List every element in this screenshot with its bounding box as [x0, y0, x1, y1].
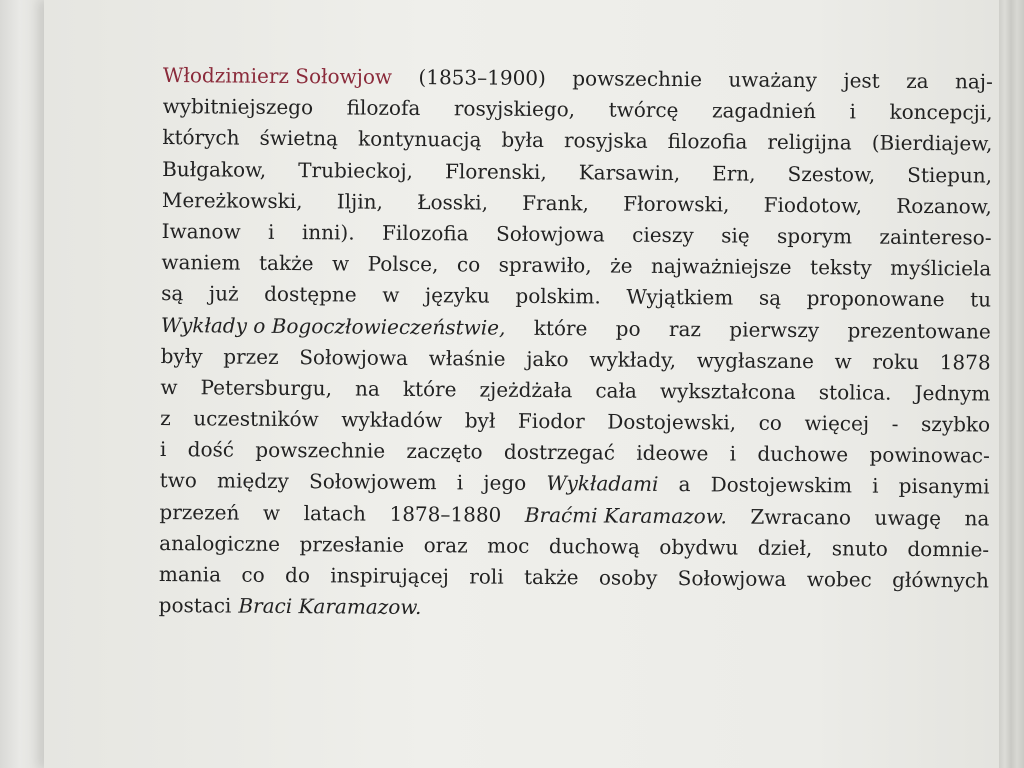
word: Iljin, — [336, 189, 384, 214]
word: także — [523, 564, 579, 590]
word: sporym — [776, 223, 853, 249]
word: - — [891, 411, 899, 436]
word: z — [160, 406, 171, 431]
word: i — [159, 437, 167, 462]
word: (1853–1900) — [418, 65, 546, 91]
word: osoby — [598, 565, 658, 590]
word: Dostojewski, — [607, 409, 737, 435]
word: i — [456, 470, 464, 495]
word: Polsce, — [367, 251, 439, 277]
word: duchową — [548, 533, 640, 559]
word: do — [284, 562, 311, 588]
word: Frank, — [522, 190, 590, 216]
word: stolica. — [818, 380, 892, 405]
page-stack-edge — [999, 0, 1024, 768]
word: właśnie — [428, 345, 506, 371]
word: i — [267, 219, 275, 244]
word: na — [354, 376, 380, 401]
word: Ern, — [712, 160, 756, 186]
word: Zwracano — [750, 504, 852, 530]
word: snuto — [831, 536, 888, 561]
word: Rozanow, — [896, 193, 992, 219]
word: głównych — [892, 567, 989, 593]
word: szybko — [920, 412, 991, 437]
word: obydwu — [659, 534, 739, 560]
word: Trubieckoj, — [298, 157, 414, 183]
word: była — [501, 128, 545, 153]
word: tu — [970, 287, 992, 312]
word: co — [758, 410, 782, 435]
word: rosyjska — [563, 128, 648, 154]
word: filozofa — [346, 95, 421, 121]
word: Filozofia — [381, 220, 469, 246]
word: na — [964, 505, 990, 531]
word: polskim. — [515, 284, 601, 309]
word: uwagę — [874, 505, 942, 530]
word: waniem — [161, 250, 241, 275]
word: zaczęto — [406, 439, 483, 464]
word: duchowe — [757, 441, 849, 467]
book-title: Wykładami — [546, 471, 659, 497]
word: teksty — [810, 255, 872, 280]
text-line — [159, 590, 989, 628]
word: Sołowjowa — [677, 566, 787, 591]
word: jako — [526, 346, 569, 371]
word: Iwanow — [161, 218, 241, 244]
word: których — [162, 125, 240, 150]
word: Bułgakow, — [162, 156, 267, 182]
word: roku — [872, 349, 920, 374]
word: pisanymi — [898, 474, 990, 499]
word: religijna — [767, 130, 852, 155]
word: co — [241, 562, 265, 587]
word: wygłaszane — [696, 347, 814, 373]
word: myśliciela — [890, 255, 992, 281]
word: ideowe — [636, 440, 709, 466]
word: także — [258, 250, 314, 276]
word: przesłanie — [299, 531, 405, 557]
word: Petersburgu, — [200, 375, 333, 401]
word: za — [906, 68, 929, 94]
word: prezentowane — [847, 317, 991, 344]
word: latach — [303, 500, 367, 526]
word: 1878 — [939, 349, 991, 375]
word: 1878–1880 — [389, 501, 502, 527]
word: inspirującej — [330, 563, 449, 589]
book-title: Braci Karamazow. — [238, 593, 422, 620]
word: po — [615, 316, 641, 341]
book-title: Wykłady o Bogoczłowieczeństwie, — [160, 312, 506, 340]
word: Sołowjowa — [495, 221, 605, 247]
word: języku — [424, 283, 490, 308]
word: jego — [483, 470, 527, 496]
word: już — [208, 281, 239, 306]
word: wykładów — [341, 407, 443, 433]
word: cała — [595, 378, 638, 403]
word: był — [464, 408, 496, 433]
word: naj- — [954, 69, 993, 94]
word: wobec — [806, 567, 872, 592]
word: które — [402, 376, 457, 402]
word: mania — [158, 561, 222, 587]
word: i — [872, 474, 879, 499]
text-line — [160, 465, 990, 503]
word: Karsawin, — [578, 159, 681, 185]
word: roli — [469, 564, 504, 589]
word: w — [834, 348, 852, 374]
word: filozofia — [667, 129, 748, 154]
word: Florenski, — [444, 158, 547, 184]
word: w — [262, 500, 281, 525]
word: w — [160, 374, 178, 399]
word: powinowac- — [869, 442, 990, 468]
word: uważany — [728, 67, 818, 93]
word: rosyjskiego, — [453, 96, 576, 122]
book-page — [44, 0, 999, 768]
word: a — [678, 472, 691, 497]
word: sprawiło, — [498, 252, 592, 278]
word: Fłorowski, — [623, 191, 730, 217]
word: że — [610, 253, 633, 278]
word: pierwszy — [729, 316, 820, 342]
word: dostrzegać — [503, 439, 616, 465]
word: wykształcona — [659, 378, 796, 404]
word: moc — [487, 533, 530, 558]
word: więcej — [804, 411, 870, 436]
word: oraz — [423, 532, 468, 558]
word: Mereżkowski, — [161, 187, 303, 213]
word: dzieł, — [757, 535, 813, 560]
word: (Bierdiajew, — [871, 130, 993, 156]
word: zagadnień — [711, 98, 817, 124]
word: proponowane — [806, 286, 945, 312]
word: raz — [668, 316, 702, 341]
word: powszechnie — [255, 437, 386, 464]
word: powszechnie — [572, 66, 703, 92]
body-text — [159, 60, 993, 628]
word: świetną — [259, 126, 339, 151]
word: Szestow, — [787, 161, 876, 187]
word: analogiczne — [159, 530, 281, 556]
word: kontynuacją — [357, 126, 482, 152]
word: w — [331, 251, 350, 276]
word: i — [849, 99, 857, 124]
word: koncepcji, — [889, 99, 993, 125]
word: przez — [223, 344, 279, 369]
word: two — [159, 468, 197, 493]
word: zaintereso- — [879, 224, 992, 250]
word: twórcę — [608, 97, 679, 123]
word: w — [382, 283, 400, 308]
text-line — [162, 185, 992, 223]
word: zjeżdżała — [479, 377, 573, 403]
word: najważniejsze — [650, 253, 792, 280]
word: Stiepun, — [907, 162, 993, 188]
word: Fiodor — [517, 408, 585, 434]
word: które — [533, 315, 588, 340]
word: Sołowjowem — [308, 469, 437, 495]
word: przezeń — [159, 499, 240, 525]
word: Dostojewskim — [710, 472, 853, 498]
word: inni). — [301, 220, 355, 245]
word: Wyjątkiem — [626, 284, 734, 310]
word: Łosski, — [417, 189, 489, 215]
author-name: Włodzimierz Sołowjow — [162, 62, 393, 89]
word: się — [721, 223, 750, 248]
word: dość — [187, 437, 235, 462]
book-title: Braćmi Karamazow. — [524, 502, 727, 529]
word: Jednym — [914, 380, 991, 406]
word: dostępne — [264, 282, 357, 307]
text-line — [161, 309, 991, 347]
word: są — [758, 286, 782, 311]
word: Sołowjowa — [299, 344, 409, 370]
word: jest — [843, 68, 880, 93]
word: i — [729, 441, 737, 466]
word: domnie- — [907, 536, 990, 562]
word: Fiodotow, — [763, 192, 863, 218]
text-line — [162, 122, 992, 160]
word: postaci — [158, 593, 232, 618]
word: są — [161, 281, 184, 306]
word: co — [456, 252, 481, 277]
word: wybitniejszego — [162, 94, 314, 120]
word: cieszy — [632, 222, 694, 248]
word: uczestników — [193, 406, 319, 432]
word: między — [216, 468, 289, 494]
word: były — [160, 343, 203, 369]
word: wykłady, — [589, 347, 677, 372]
